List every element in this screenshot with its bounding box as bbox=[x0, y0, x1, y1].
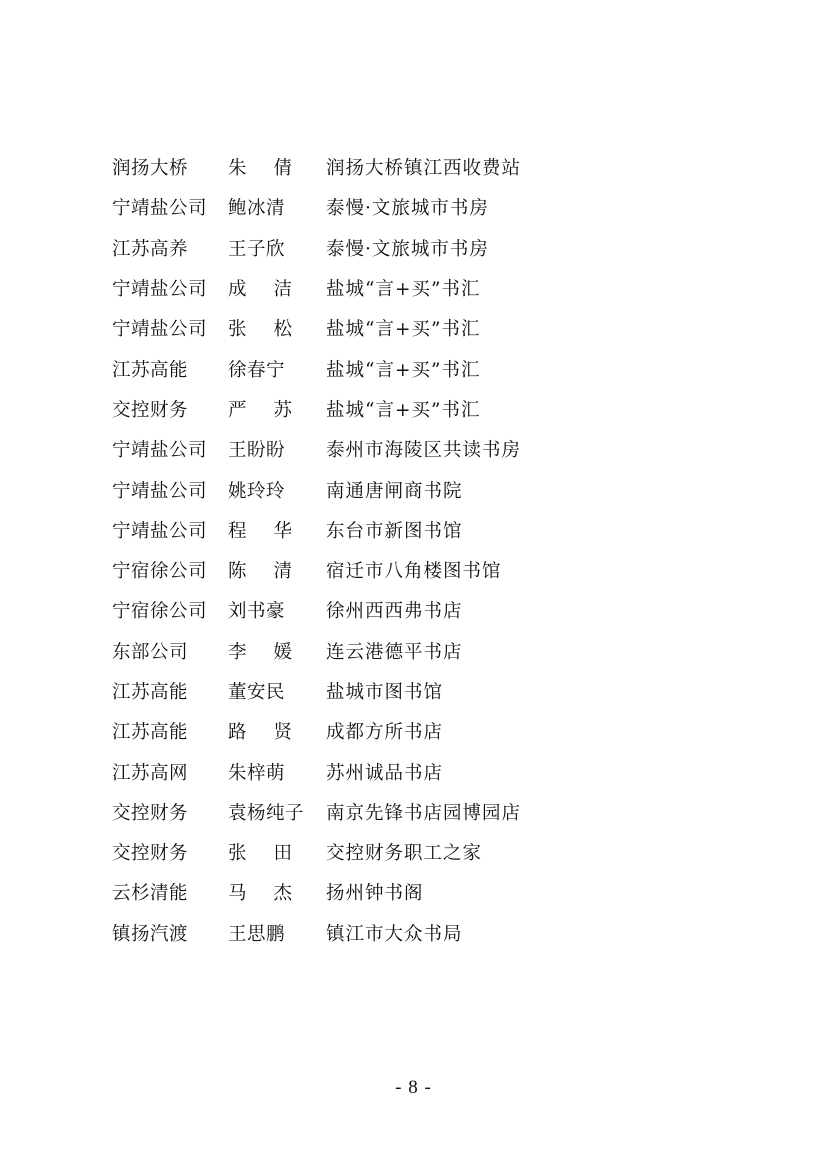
page-number: - 8 - bbox=[395, 1077, 432, 1098]
list-item bbox=[112, 550, 732, 590]
venue-name: 泰慢·文旅城市书房 bbox=[326, 198, 489, 220]
unit-name: 润扬大桥 bbox=[112, 158, 189, 180]
list-item bbox=[112, 711, 732, 751]
person-name: 陈清 bbox=[228, 561, 320, 583]
unit-name: 宁靖盐公司 bbox=[112, 440, 208, 462]
unit-name: 江苏高网 bbox=[112, 762, 189, 784]
unit-name: 云杉清能 bbox=[112, 883, 189, 905]
venue-name: 交控财务职工之家 bbox=[326, 843, 483, 865]
unit-name: 宁靖盐公司 bbox=[112, 319, 208, 341]
list-item bbox=[112, 389, 732, 429]
unit-name: 江苏高能 bbox=[112, 359, 189, 381]
unit-name: 江苏高能 bbox=[112, 682, 189, 703]
person-name: 王子欣 bbox=[228, 238, 286, 260]
venue-name: 扬州钟书阁 bbox=[326, 883, 424, 905]
person-name: 成洁 bbox=[228, 279, 320, 301]
list-item bbox=[112, 308, 732, 348]
venue-name: 东台市新图书馆 bbox=[326, 520, 463, 542]
person-name: 程华 bbox=[228, 520, 320, 542]
unit-name: 宁宿徐公司 bbox=[112, 601, 208, 623]
unit-name: 宁宿徐公司 bbox=[112, 561, 208, 583]
list-item bbox=[112, 510, 732, 550]
person-name: 朱倩 bbox=[228, 158, 320, 180]
name-list bbox=[112, 147, 732, 953]
person-name: 王思鹏 bbox=[228, 923, 286, 945]
person-name: 姚玲玲 bbox=[228, 480, 286, 502]
person-name: 袁杨纯子 bbox=[228, 802, 305, 824]
list-item bbox=[112, 872, 732, 912]
venue-name: 徐州西西弗书店 bbox=[326, 601, 463, 623]
list-item bbox=[112, 792, 732, 832]
unit-name: 宁靖盐公司 bbox=[112, 480, 208, 502]
list-item bbox=[112, 631, 732, 671]
unit-name: 交控财务 bbox=[112, 843, 189, 865]
venue-name: 宿迁市八角楼图书馆 bbox=[326, 561, 502, 583]
unit-name: 江苏高能 bbox=[112, 722, 189, 744]
list-item bbox=[112, 147, 732, 187]
venue-name: 盐城“言+买”书汇 bbox=[326, 359, 481, 381]
venue-name: 盐城市图书馆 bbox=[326, 682, 444, 703]
venue-name: 南通唐闸商书院 bbox=[326, 480, 463, 502]
venue-name: 盐城“言+买”书汇 bbox=[326, 279, 481, 301]
unit-name: 交控财务 bbox=[112, 399, 189, 421]
unit-name: 东部公司 bbox=[112, 641, 189, 663]
venue-name: 泰州市海陵区共读书房 bbox=[326, 440, 522, 462]
person-name: 王盼盼 bbox=[228, 440, 286, 462]
list-item bbox=[112, 469, 732, 509]
person-name: 马杰 bbox=[228, 883, 320, 905]
unit-name: 宁靖盐公司 bbox=[112, 520, 208, 542]
venue-name: 苏州诚品书店 bbox=[326, 762, 444, 784]
list-item bbox=[112, 751, 732, 791]
person-name: 张田 bbox=[228, 843, 320, 865]
venue-name: 润扬大桥镇江西收费站 bbox=[326, 158, 522, 180]
list-item bbox=[112, 348, 732, 388]
list-item bbox=[112, 671, 732, 711]
person-name: 徐春宁 bbox=[228, 359, 286, 381]
unit-name: 江苏高养 bbox=[112, 238, 189, 260]
list-item bbox=[112, 429, 732, 469]
person-name: 董安民 bbox=[228, 682, 286, 703]
person-name: 张松 bbox=[228, 319, 320, 341]
person-name: 李媛 bbox=[228, 641, 320, 663]
unit-name: 宁靖盐公司 bbox=[112, 279, 208, 301]
person-name: 刘书豪 bbox=[228, 601, 286, 623]
person-name: 鲍冰清 bbox=[228, 198, 286, 220]
list-item bbox=[112, 832, 732, 872]
person-name: 朱梓萌 bbox=[228, 762, 286, 784]
list-item bbox=[112, 228, 732, 268]
unit-name: 交控财务 bbox=[112, 802, 189, 824]
venue-name: 盐城“言+买”书汇 bbox=[326, 399, 481, 421]
list-item bbox=[112, 268, 732, 308]
list-item bbox=[112, 913, 732, 953]
list-item bbox=[112, 187, 732, 227]
venue-name: 成都方所书店 bbox=[326, 722, 444, 744]
venue-name: 泰慢·文旅城市书房 bbox=[326, 238, 489, 260]
venue-name: 南京先锋书店园博园店 bbox=[326, 802, 522, 824]
venue-name: 连云港德平书店 bbox=[326, 641, 463, 663]
person-name: 严苏 bbox=[228, 399, 320, 421]
list-item bbox=[112, 590, 732, 630]
person-name: 路贤 bbox=[228, 722, 320, 744]
venue-name: 镇江市大众书局 bbox=[326, 923, 463, 945]
unit-name: 镇扬汽渡 bbox=[112, 923, 189, 945]
unit-name: 宁靖盐公司 bbox=[112, 198, 208, 220]
venue-name: 盐城“言+买”书汇 bbox=[326, 319, 481, 341]
